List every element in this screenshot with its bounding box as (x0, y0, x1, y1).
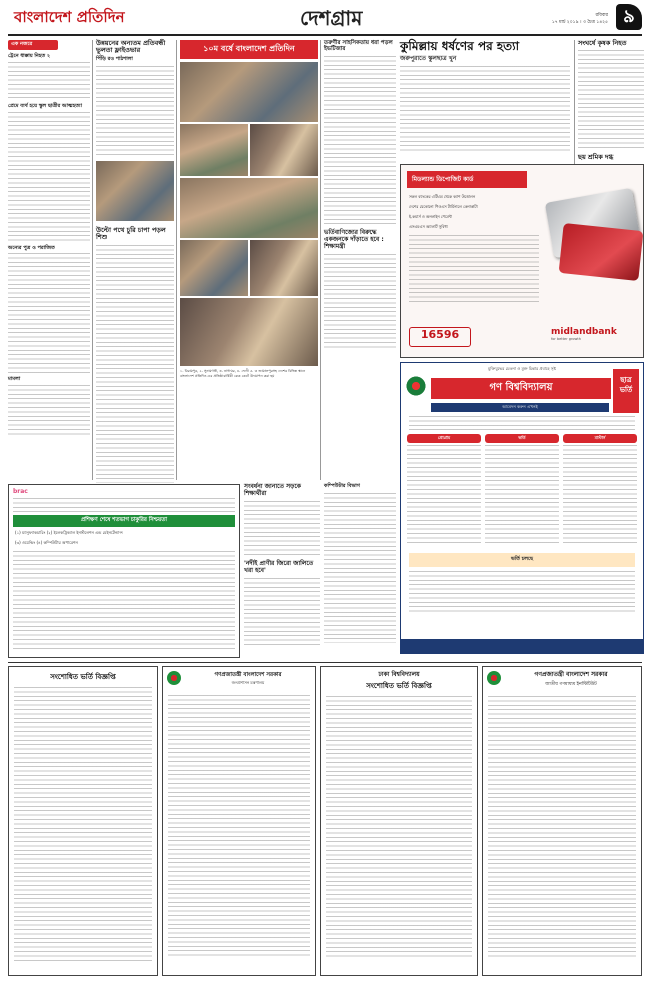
lead-headline: কুমিল্লায় ধর্ষণের পর হত্যা (400, 39, 520, 53)
brac-banner: প্রশিক্ষণ শেষে শতভাগ চাকুরির নিশ্চয়তা (13, 515, 235, 527)
gono-col-head: মাস্টার্স (563, 434, 637, 443)
hotline-box (409, 327, 471, 347)
gono-col-head: ভর্তি (485, 434, 559, 443)
brac-ad (8, 484, 240, 658)
midland-bullet: ই-কমার্স ও অনলাইন পেমেন্ট (409, 214, 452, 219)
anniversary-photo-2 (180, 124, 248, 176)
ad2-sub: জনপ্রশাসন মন্ত্রণালয় (231, 680, 265, 686)
eveteasing-headline: তরুণীর সাহসিকতায় ধরা পড়ল ইভটিজার (324, 40, 393, 53)
farmer-headline: সংঘর্ষে কৃষক নিহত (578, 39, 627, 47)
midland-brand: midlandbank (551, 327, 617, 337)
masthead (0, 0, 650, 40)
computer-headline: কম্পিউটার বিভাগ (324, 483, 360, 489)
midland-title: মিডল্যান্ড ডিপোজিট কার্ড (407, 171, 527, 188)
reception-headline: সংবর্ধনা জানাতে সড়কে শিক্ষার্থীরা (244, 483, 301, 497)
bottom-ad-4 (482, 666, 642, 976)
gono-title: গণ বিশ্ববিদ্যালয় (431, 378, 611, 399)
midland-tagline: for better growth (551, 337, 581, 341)
column-flyover (96, 40, 174, 478)
gono-highlight: ভর্তি চলছে (409, 553, 635, 567)
date-day: রবিবার (595, 13, 608, 18)
workers-headline: ছয় শ্রমিক দগ্ধ (578, 153, 614, 162)
brief-headline: ট্রেনে ধাক্কায় নিহত ২ (8, 53, 51, 59)
gono-footer (401, 639, 643, 653)
logo-text: বাংলাদেশ প্রতিদিন (14, 8, 125, 26)
gono-col-mid (485, 434, 559, 545)
bottom-ad-1 (8, 666, 158, 976)
logo (14, 6, 134, 30)
date-line: ১৭ মার্চ ২০১৯ । ৩ চৈত্র ১৪২৫ (551, 20, 608, 25)
anniversary-banner: ১০ম বর্ষে বাংলাদেশ প্রতিদিন (180, 40, 318, 59)
flyover-photo (96, 161, 174, 221)
gono-logo (405, 375, 427, 397)
river-headline: 'নদীই প্রাণীর জিরো জালিতে খরা হবে' (244, 559, 314, 574)
anniversary-photo-5 (180, 240, 248, 296)
anniversary-photo-6 (250, 240, 318, 296)
anniversary-caption: ১. বিরামপুর, ২. সুনামগঞ্জ, ৩. নাগাঘর, ৪. ফেনী ৫. ও জামালপুরসহ দেশের বিভিন্ন স্থানে বাংলাদেশ প্রতিদিন-এর প্রতিষ্ঠাবার্ষিকী কেক কেটে উদযাপন করা হয় (180, 369, 306, 378)
story-computer-dept (324, 484, 396, 654)
child-headline: উল্টো পথে চুরি চাপা পড়ল শিশু (96, 225, 166, 242)
card-image-2 (559, 223, 644, 281)
midland-bullet: সকল ব্যাংকের এটিএম থেকে ক্যাশ উত্তোলন (409, 194, 475, 199)
gono-col-left (407, 434, 481, 545)
gono-ad (400, 362, 644, 654)
bottom-ad-2 (162, 666, 316, 976)
page-number: ৯ (616, 4, 642, 30)
brief-headline: অন্যের পুত্র ও পরাজিত (8, 244, 55, 251)
column-eveteasing (324, 40, 396, 480)
bottom-ad-3 (320, 666, 478, 976)
section-title: দেশগ্রাম (300, 6, 363, 30)
ad4-sub: জাতীয় গণমাধ্যম ইনস্টিটিউট (545, 681, 597, 687)
flyover-headline: উন্নয়নের অন্যতম প্রতিবন্ধী ভুলতা ফ্লাইওভার (96, 39, 166, 55)
ad4-title: গণপ্রজাতন্ত্রী বাংলাদেশ সরকার (534, 671, 608, 678)
anniversary-photo-3 (250, 124, 318, 176)
briefs-title: এক নজরে (8, 40, 58, 50)
brief-headline: মামলা (8, 376, 21, 383)
story-reception (244, 484, 320, 658)
gono-tag: ছাত্র ভর্তি (613, 369, 639, 413)
ad3-org: ঢাকা বিশ্ববিদ্যালয় (378, 671, 420, 678)
brac-logo: brac (13, 488, 28, 495)
brac-item: (৩) ওয়েল্ডিং (৪) কম্পিউটার অপারেশন (15, 540, 78, 545)
anniversary-photo-7 (180, 298, 318, 366)
admission-headline: ভর্তিবাণিজ্যের বিরুদ্ধে একজনকে দাঁড়াতে হবে : শিক্ষামন্ত্রী (324, 228, 384, 250)
gono-col-head: প্রোগ্রাম (407, 434, 481, 443)
gono-bar: আবেদন করুন এখনই (431, 403, 609, 412)
ad2-title: গণপ্রজাতন্ত্রী বাংলাদেশ সরকার (214, 672, 282, 678)
gono-small: মুক্তিযুদ্ধের চেতনা ও মুক্ত চিন্তার প্রবাহে সৃষ্ট (488, 366, 556, 371)
anniversary-photo-1 (180, 62, 318, 122)
midland-ad (400, 164, 644, 358)
gono-col-right (563, 434, 637, 545)
ad1-title: সংশোধিত ভর্তি বিজ্ঞপ্তি (50, 673, 116, 681)
brac-item: (১) ম্যানুফ্যাকচারিং (২) ইলেকট্রিক্যাল ইনস্টলেশন এন্ড মেইনটেন্যান্স (15, 530, 123, 535)
lead-sub: জরুপুরাতে স্কুলছাত্র খুন (400, 54, 457, 62)
column-briefs (8, 40, 90, 478)
midland-bullet: দেশের যেকোনো পিওএস টার্মিনালে কেনাকাটা (409, 204, 478, 209)
flyover-sub: পিঁড়ি রও পাঠশালা (96, 55, 133, 62)
lead-story (400, 40, 570, 160)
ad3-title: সংশোধিত ভর্তি বিজ্ঞপ্তি (366, 681, 432, 690)
ad2-emblem (167, 671, 181, 685)
column-anniversary (180, 40, 318, 480)
brief-headline: প্রেমে ব্যর্থ হয়ে স্কুল ছাত্রীর আত্মহত্যা (8, 102, 82, 109)
anniversary-photo-4 (180, 178, 318, 238)
hotline-number: 16596 (420, 328, 460, 341)
midland-bullet: এসএমএস অ্যালার্ট সুবিধা (409, 224, 448, 229)
ad4-emblem (487, 671, 501, 685)
